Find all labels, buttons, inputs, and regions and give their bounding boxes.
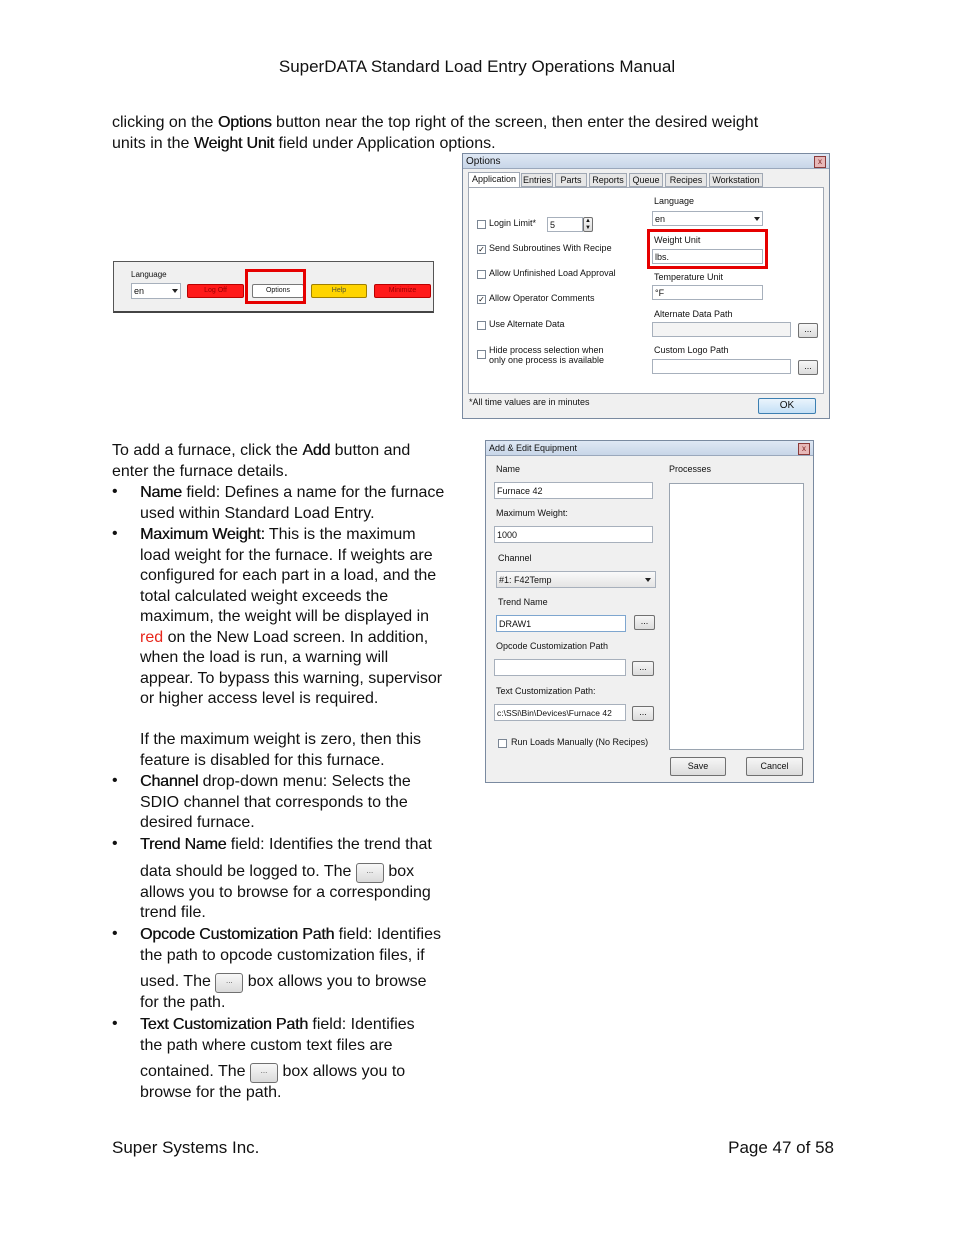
ellipsis-browse-icon: ... (250, 1063, 278, 1083)
tab-workstation[interactable]: Workstation (709, 173, 763, 187)
tab-reports[interactable]: Reports (589, 173, 627, 187)
tab-parts[interactable]: Parts (555, 173, 587, 187)
alternate-path-label: Alternate Data Path (654, 309, 733, 319)
processes-label: Processes (669, 464, 712, 474)
toolbar-language-select[interactable]: en (131, 283, 181, 299)
equipment-dialog (485, 440, 814, 783)
tab-entries[interactable]: Entries (522, 175, 551, 185)
language-select[interactable]: en (652, 211, 763, 226)
bullet-name: Name field: Defines a name for the furnace used within Standard Load Entry. (140, 484, 445, 522)
footer-page-number: Page 47 of 58 (728, 1138, 834, 1157)
ellipsis-browse-icon: ... (356, 863, 384, 883)
allow-comments-checkbox[interactable]: ✓ (478, 295, 485, 304)
tab-queue[interactable]: Queue (629, 173, 663, 187)
channel-label: Channel (498, 553, 532, 563)
bullet-trend-name: Trend Name field: Identifies the trend that data should be logged to. The ... box allows you to browse for a corresponding trend file. (140, 836, 432, 921)
ellipsis-browse-icon: ... (215, 973, 243, 993)
options-dialog-titlebar: Options (463, 154, 829, 169)
bullet-opcode-path: Opcode Customization Path field: Identifies the path to opcode customization files, if used. The ... box allows you to browse for the path. (140, 926, 441, 1011)
bullet-glyph: • (112, 1015, 118, 1032)
hide-process-label: Hide process selection when only one process is available (489, 345, 605, 365)
allow-comments-label: Allow Operator Comments (489, 293, 595, 303)
equipment-name-label: Name (496, 464, 521, 474)
language-label: Language (654, 196, 695, 206)
chevron-down-icon (172, 289, 178, 293)
toolbar-screenshot (113, 261, 434, 313)
bullet-glyph: • (112, 483, 118, 500)
hide-process-checkbox[interactable] (477, 350, 486, 359)
trend-name-input[interactable]: DRAW1 (496, 615, 626, 632)
weight-unit-label: Weight Unit (654, 235, 701, 245)
close-icon[interactable]: x (798, 443, 810, 455)
options-dialog (462, 153, 830, 419)
custom-logo-browse-button[interactable]: ... (798, 360, 818, 375)
login-limit-checkbox[interactable] (477, 220, 486, 229)
trend-browse-button[interactable]: ... (634, 615, 655, 630)
bullet-glyph: • (112, 525, 118, 542)
alternate-path-input[interactable] (652, 322, 791, 337)
equipment-dialog-titlebar: Add & Edit Equipment (486, 441, 813, 456)
bullet-glyph: • (112, 772, 118, 789)
add-keyword: Add (302, 442, 331, 459)
footer-company: Super Systems Inc. (112, 1138, 260, 1157)
weight-unit-highlight-box (647, 229, 768, 269)
channel-select[interactable]: #1: F42Temp (496, 571, 656, 588)
text-path-label: Text Customization Path: (496, 686, 596, 696)
temperature-unit-label: Temperature Unit (654, 272, 724, 282)
weight-unit-keyword: Weight Unit (193, 134, 275, 152)
login-limit-label: Login Limit* (489, 218, 537, 228)
tab-recipes[interactable]: Recipes (665, 173, 707, 187)
bullet-glyph: • (112, 925, 118, 942)
max-weight-label: Maximum Weight: (496, 508, 568, 518)
allow-unfinished-label: Allow Unfinished Load Approval (489, 268, 616, 278)
processes-list[interactable] (669, 483, 804, 750)
opcode-path-label: Opcode Customization Path (496, 641, 609, 651)
max-weight-input[interactable]: 1000 (494, 526, 653, 543)
bullet-text-path: Text Customization Path field: Identifies the path where custom text files are contained. The ... box allows you to browse for the path. (140, 1016, 415, 1101)
bullet-maximum-weight: Maximum Weight: This is the maximum load weight for the furnace. If weights are configured for each part in a load, and the total calculated weight exceeds the maximum, the weight will be displayed in red on the New Load screen. In addition, when the load is run, a warning will appear. To bypass this warning, supervisor or higher access level is required. If the maximum weight is zero, then this feature is disabled for this furnace. (140, 526, 443, 769)
application-tab-panel (468, 187, 824, 394)
options-highlight-box (245, 269, 306, 304)
equipment-name-input[interactable]: Furnace 42 (494, 482, 653, 499)
login-limit-stepper[interactable]: ▲ ▼ (583, 217, 593, 232)
intro-paragraph: clicking on the Options button near the top right of the screen, then enter the desired weight units in the Weight Unit field under Application options. (112, 114, 759, 152)
login-limit-input[interactable]: 5 (547, 217, 583, 232)
bullet-channel: Channel drop-down menu: Selects the SDIO channel that corresponds to the desired furnace. (140, 773, 411, 831)
toolbar-language-label: Language (131, 270, 167, 279)
save-button[interactable]: Save (670, 757, 726, 776)
ok-button[interactable]: OK (758, 398, 816, 414)
log-off-button[interactable]: Log Off (187, 284, 244, 298)
allow-unfinished-checkbox[interactable] (477, 270, 486, 279)
minimize-button[interactable]: Minimize (374, 284, 431, 298)
opcode-browse-button[interactable]: ... (632, 661, 654, 676)
trend-name-label: Trend Name (498, 597, 548, 607)
options-keyword: Options (217, 114, 272, 131)
bullet-glyph: • (112, 835, 118, 852)
red-word: red (140, 628, 164, 646)
text-path-input[interactable]: c:\SSi\Bin\Devices\Furnace 42 (494, 704, 626, 721)
options-button[interactable]: Options (252, 284, 304, 298)
opcode-path-input[interactable] (494, 659, 626, 676)
run-manually-label: Run Loads Manually (No Recipes) (511, 737, 649, 747)
send-subroutines-checkbox[interactable]: ✓ (478, 245, 485, 254)
help-button[interactable]: Help (311, 284, 367, 298)
send-subroutines-label: Send Subroutines With Recipe (489, 243, 612, 253)
temperature-unit-input[interactable]: °F (652, 285, 763, 300)
weight-unit-input[interactable]: lbs. (652, 249, 763, 264)
cancel-button[interactable]: Cancel (746, 757, 803, 776)
close-icon[interactable]: x (814, 156, 826, 168)
alternate-path-browse-button[interactable]: ... (798, 323, 818, 338)
chevron-down-icon (645, 578, 651, 582)
use-alternate-label: Use Alternate Data (489, 319, 565, 329)
custom-logo-label: Custom Logo Path (654, 345, 729, 355)
text-path-browse-button[interactable]: ... (632, 706, 654, 721)
run-manually-checkbox[interactable] (498, 739, 507, 748)
use-alternate-checkbox[interactable] (477, 321, 486, 330)
add-furnace-intro: To add a furnace, click the Add button and enter the furnace details. (112, 442, 411, 480)
custom-logo-input[interactable] (652, 359, 791, 374)
tab-application[interactable]: Application (468, 172, 520, 188)
page-header-title: SuperDATA Standard Load Entry Operations Manual (278, 57, 676, 76)
options-footnote: *All time values are in minutes (469, 397, 590, 407)
chevron-down-icon (754, 217, 760, 221)
